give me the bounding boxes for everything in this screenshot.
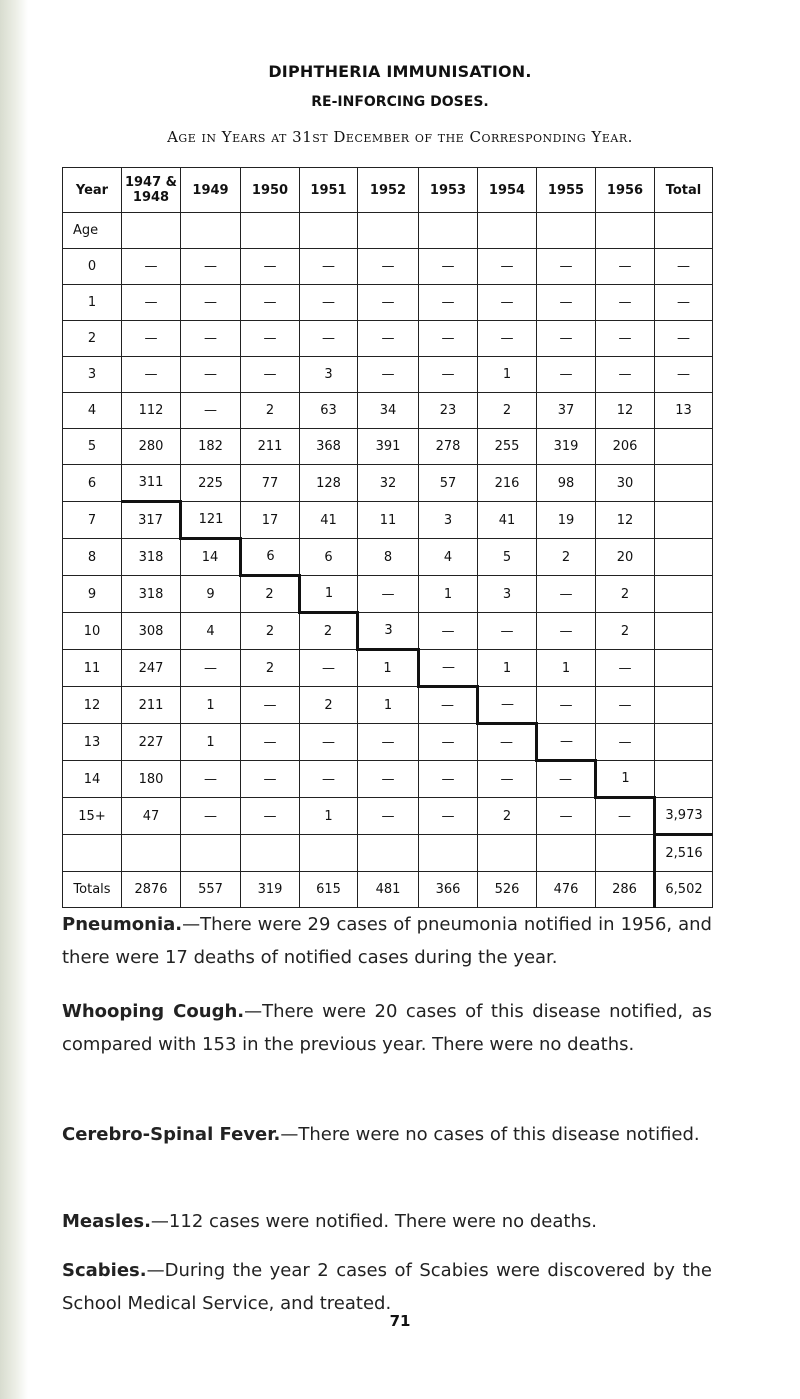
table-cell: — <box>122 357 181 393</box>
table-cell: 255 <box>478 429 537 465</box>
table-cell: — <box>478 761 537 798</box>
table-cell <box>300 835 358 872</box>
table-row <box>63 798 713 835</box>
table-cell: 391 <box>358 429 419 465</box>
table-cell: 2 <box>241 576 300 613</box>
totals-label: Totals <box>63 872 122 908</box>
table-cell: — <box>358 249 419 285</box>
table-cell: 247 <box>122 650 181 687</box>
header-cell: 1951 <box>300 168 358 213</box>
paragraph-lead: Cerebro-Spinal Fever. <box>62 1124 281 1145</box>
table-cell: — <box>181 798 241 835</box>
table-cell: — <box>655 321 713 357</box>
table-cell: — <box>241 285 300 321</box>
table-cell: 128 <box>300 465 358 502</box>
table-row <box>63 687 713 724</box>
age-cell: 15+ <box>63 798 122 835</box>
table-cell: — <box>419 249 478 285</box>
table-cell: — <box>419 724 478 761</box>
table-cell: — <box>358 285 419 321</box>
header-cell: Total <box>655 168 713 213</box>
table-cell: 19 <box>537 502 596 539</box>
table-row <box>63 249 713 285</box>
header-cell: Year <box>63 168 122 213</box>
table-cell: 13 <box>655 393 713 429</box>
table-cell: — <box>181 249 241 285</box>
table-cell: 3 <box>358 613 419 650</box>
table-cell: 4 <box>419 539 478 576</box>
totals-cell: 526 <box>478 872 537 908</box>
totals-row <box>63 872 713 908</box>
table-cell: — <box>596 321 655 357</box>
table-cell: 3,973 <box>655 798 713 835</box>
header-cell: 1949 <box>181 168 241 213</box>
age-cell: 0 <box>63 249 122 285</box>
table-cell: — <box>300 249 358 285</box>
paragraph-lead: Measles. <box>62 1211 151 1232</box>
table-cell: — <box>655 357 713 393</box>
table-cell: 77 <box>241 465 300 502</box>
age-cell: 9 <box>63 576 122 613</box>
paragraph-lead: Whooping Cough. <box>62 1001 245 1022</box>
table-cell: — <box>241 357 300 393</box>
paragraph-text: —There were 20 cases of this disease notified, as compared with 153 in the previous year. There were no deaths. <box>62 1001 712 1055</box>
table-cell: 3 <box>300 357 358 393</box>
page-number: 71 <box>389 1312 411 1330</box>
table-cell: 319 <box>537 429 596 465</box>
table-row <box>63 613 713 650</box>
table-cell: 211 <box>122 687 181 724</box>
page-title: DIPHTHERIA IMMUNISATION. <box>268 62 532 81</box>
totals-cell: 615 <box>300 872 358 908</box>
table-cell: 17 <box>241 502 300 539</box>
table-cell: — <box>596 724 655 761</box>
header-cell: 1947 & 1948 <box>122 168 181 213</box>
table-cell <box>655 761 713 798</box>
table-cell: — <box>181 321 241 357</box>
table-cell: 1 <box>181 687 241 724</box>
table-cell <box>537 835 596 872</box>
table-cell <box>122 835 181 872</box>
age-cell: 14 <box>63 761 122 798</box>
immunisation-table <box>62 167 713 908</box>
table-cell: — <box>300 285 358 321</box>
table-cell: 225 <box>181 465 241 502</box>
table-row <box>63 835 713 872</box>
table-cell: — <box>241 321 300 357</box>
paragraph-pneumonia <box>62 908 712 974</box>
table-cell: 12 <box>596 393 655 429</box>
table-cell: — <box>478 321 537 357</box>
table-cell <box>655 724 713 761</box>
table-cell: — <box>122 285 181 321</box>
paragraph-lead: Pneumonia. <box>62 914 183 935</box>
paragraph-cerebro-spinal-fever <box>62 1118 712 1151</box>
table-cell: — <box>537 613 596 650</box>
table-cell: — <box>478 687 537 724</box>
table-cell: 20 <box>596 539 655 576</box>
table-cell: 6 <box>241 539 300 576</box>
table-cell: — <box>358 724 419 761</box>
paragraph-text: —During the year 2 cases of Scabies were discovered by the School Medical Service, and treated. <box>62 1260 712 1314</box>
table-cell: — <box>419 687 478 724</box>
table-cell: — <box>537 357 596 393</box>
table-cell: — <box>358 761 419 798</box>
table-cell: — <box>478 724 537 761</box>
table-cell: 2 <box>300 687 358 724</box>
table-cell: — <box>655 285 713 321</box>
table-cell <box>655 465 713 502</box>
table-cell: 98 <box>537 465 596 502</box>
table-cell: 112 <box>122 393 181 429</box>
totals-cell: 2876 <box>122 872 181 908</box>
paragraph-measles <box>62 1205 712 1238</box>
table-row <box>63 502 713 539</box>
table-cell <box>655 429 713 465</box>
table-cell: 2 <box>478 393 537 429</box>
table-cell: — <box>537 687 596 724</box>
paragraph-text: —There were 29 cases of pneumonia notified in 1956, and there were 17 deaths of notified cases during the year. <box>62 914 712 968</box>
header-cell: 1956 <box>596 168 655 213</box>
table-row <box>63 576 713 613</box>
table-cell: — <box>478 285 537 321</box>
paragraph-text: —112 cases were notified. There were no deaths. <box>150 1211 597 1232</box>
table-cell: — <box>537 576 596 613</box>
table-cell: 311 <box>122 465 181 502</box>
table-cell: — <box>537 798 596 835</box>
table-cell <box>478 835 537 872</box>
table-cell <box>419 835 478 872</box>
table-cell: — <box>241 798 300 835</box>
table-cell: 1 <box>537 650 596 687</box>
table-cell: 278 <box>419 429 478 465</box>
table-cell: 6 <box>300 539 358 576</box>
table-cell: — <box>419 613 478 650</box>
table-cell: 41 <box>300 502 358 539</box>
table-cell: 63 <box>300 393 358 429</box>
table-row <box>63 357 713 393</box>
table-cell: — <box>655 249 713 285</box>
table-cell: 1 <box>358 687 419 724</box>
table-cell: 12 <box>596 502 655 539</box>
table-cell: 47 <box>122 798 181 835</box>
table-cell: — <box>300 321 358 357</box>
table-cell: — <box>300 650 358 687</box>
table-cell: 11 <box>358 502 419 539</box>
table-cell: — <box>596 687 655 724</box>
table-cell: — <box>122 249 181 285</box>
table-cell: 121 <box>181 502 241 539</box>
table-row <box>63 724 713 761</box>
table-cell: — <box>596 357 655 393</box>
table-cell: 41 <box>478 502 537 539</box>
table-cell: — <box>419 798 478 835</box>
totals-cell: 6,502 <box>655 872 713 908</box>
table-cell: 206 <box>596 429 655 465</box>
table-cell: — <box>419 357 478 393</box>
age-cell: 4 <box>63 393 122 429</box>
table-cell: 2 <box>537 539 596 576</box>
table-cell: 2,516 <box>655 835 713 872</box>
table-cell: — <box>241 761 300 798</box>
table-cell: 2 <box>596 613 655 650</box>
table-cell: — <box>419 650 478 687</box>
table-cell: 37 <box>537 393 596 429</box>
header-cell: 1950 <box>241 168 300 213</box>
table-cell: 1 <box>300 798 358 835</box>
table-cell: — <box>596 798 655 835</box>
table-row <box>63 285 713 321</box>
table-cell: 2 <box>300 613 358 650</box>
table-cell <box>655 576 713 613</box>
table-cell: 3 <box>478 576 537 613</box>
table-cell: 216 <box>478 465 537 502</box>
table-row <box>63 539 713 576</box>
table-cell: — <box>537 321 596 357</box>
table-cell: 2 <box>478 798 537 835</box>
table-cell: 368 <box>300 429 358 465</box>
table-cell: — <box>537 761 596 798</box>
table-cell: 308 <box>122 613 181 650</box>
table-cell: 227 <box>122 724 181 761</box>
table-cell: 317 <box>122 502 181 539</box>
table-cell: — <box>596 249 655 285</box>
table-cell: — <box>181 285 241 321</box>
table-cell: — <box>181 761 241 798</box>
table-cell: 8 <box>358 539 419 576</box>
table-cell <box>358 835 419 872</box>
table-cell: — <box>537 724 596 761</box>
table-cell: — <box>596 285 655 321</box>
table-cell <box>181 835 241 872</box>
table-cell: 14 <box>181 539 241 576</box>
totals-cell: 476 <box>537 872 596 908</box>
table-cell: — <box>419 321 478 357</box>
age-cell: 8 <box>63 539 122 576</box>
table-cell <box>655 613 713 650</box>
table-cell: — <box>122 321 181 357</box>
table-cell: 2 <box>241 613 300 650</box>
table-cell: 2 <box>241 393 300 429</box>
table-cell: — <box>181 650 241 687</box>
table-cell: 1 <box>478 650 537 687</box>
age-cell: 1 <box>63 285 122 321</box>
table-cell: 211 <box>241 429 300 465</box>
age-cell: 3 <box>63 357 122 393</box>
table-cell <box>596 835 655 872</box>
table-cell: 9 <box>181 576 241 613</box>
table-cell: — <box>241 687 300 724</box>
table-cell: — <box>181 357 241 393</box>
age-cell: 13 <box>63 724 122 761</box>
paragraph-scabies <box>62 1254 712 1320</box>
table-cell: 23 <box>419 393 478 429</box>
table-cell <box>655 650 713 687</box>
table-header-row <box>63 168 713 213</box>
age-cell: 11 <box>63 650 122 687</box>
paragraph-text: —There were no cases of this disease notified. <box>280 1124 700 1145</box>
table-cell: — <box>241 724 300 761</box>
table-cell: — <box>300 724 358 761</box>
table-cell: 30 <box>596 465 655 502</box>
table-cell: 4 <box>181 613 241 650</box>
totals-cell: 319 <box>241 872 300 908</box>
age-cell: 6 <box>63 465 122 502</box>
table-row <box>63 393 713 429</box>
table-cell: 180 <box>122 761 181 798</box>
page-edge-shadow <box>0 0 28 1399</box>
table-cell: 318 <box>122 539 181 576</box>
page-subtitle: RE-INFORCING DOSES. <box>311 94 489 110</box>
table-cell: 32 <box>358 465 419 502</box>
header-cell: 1954 <box>478 168 537 213</box>
table-cell: — <box>358 357 419 393</box>
header-cell: 1953 <box>419 168 478 213</box>
table-row <box>63 465 713 502</box>
table-cell: 280 <box>122 429 181 465</box>
table-cell: 1 <box>181 724 241 761</box>
table-cell: 1 <box>358 650 419 687</box>
table-cell: — <box>419 761 478 798</box>
age-label: Age <box>63 213 122 249</box>
table-cell <box>241 835 300 872</box>
table-cell: — <box>358 798 419 835</box>
table-cell: 182 <box>181 429 241 465</box>
table-cell: — <box>241 249 300 285</box>
age-cell: 5 <box>63 429 122 465</box>
table-row <box>63 429 713 465</box>
table-cell: — <box>596 650 655 687</box>
paragraph-whooping-cough <box>62 995 712 1061</box>
age-cell: 2 <box>63 321 122 357</box>
table-cell: — <box>537 285 596 321</box>
totals-cell: 557 <box>181 872 241 908</box>
table-cell: — <box>358 576 419 613</box>
table-cell: 2 <box>596 576 655 613</box>
table-cell: — <box>478 249 537 285</box>
table-cell: — <box>537 249 596 285</box>
table-row <box>63 650 713 687</box>
age-cell <box>63 835 122 872</box>
table-cell: 318 <box>122 576 181 613</box>
totals-cell: 481 <box>358 872 419 908</box>
table-cell: 1 <box>478 357 537 393</box>
table-cell: 1 <box>419 576 478 613</box>
table-cell <box>655 539 713 576</box>
table-row <box>63 761 713 798</box>
table-row <box>63 321 713 357</box>
header-cell: 1952 <box>358 168 419 213</box>
table-cell: — <box>419 285 478 321</box>
table-cell: 5 <box>478 539 537 576</box>
totals-cell: 286 <box>596 872 655 908</box>
age-cell: 10 <box>63 613 122 650</box>
age-cell: 7 <box>63 502 122 539</box>
age-label-row <box>63 213 713 249</box>
table-cell: — <box>181 393 241 429</box>
table-cell: — <box>478 613 537 650</box>
table-cell <box>655 502 713 539</box>
table-cell: 1 <box>596 761 655 798</box>
table-caption: Age in Years at 31st December of the Corresponding Year. <box>167 128 633 146</box>
table-cell: 2 <box>241 650 300 687</box>
paragraph-lead: Scabies. <box>62 1260 147 1281</box>
header-cell: 1955 <box>537 168 596 213</box>
table-cell: 1 <box>300 576 358 613</box>
table-cell: 57 <box>419 465 478 502</box>
totals-cell: 366 <box>419 872 478 908</box>
table-cell: 3 <box>419 502 478 539</box>
age-cell: 12 <box>63 687 122 724</box>
table-cell: 34 <box>358 393 419 429</box>
table-cell: — <box>300 761 358 798</box>
table-cell <box>655 687 713 724</box>
table-cell: — <box>358 321 419 357</box>
